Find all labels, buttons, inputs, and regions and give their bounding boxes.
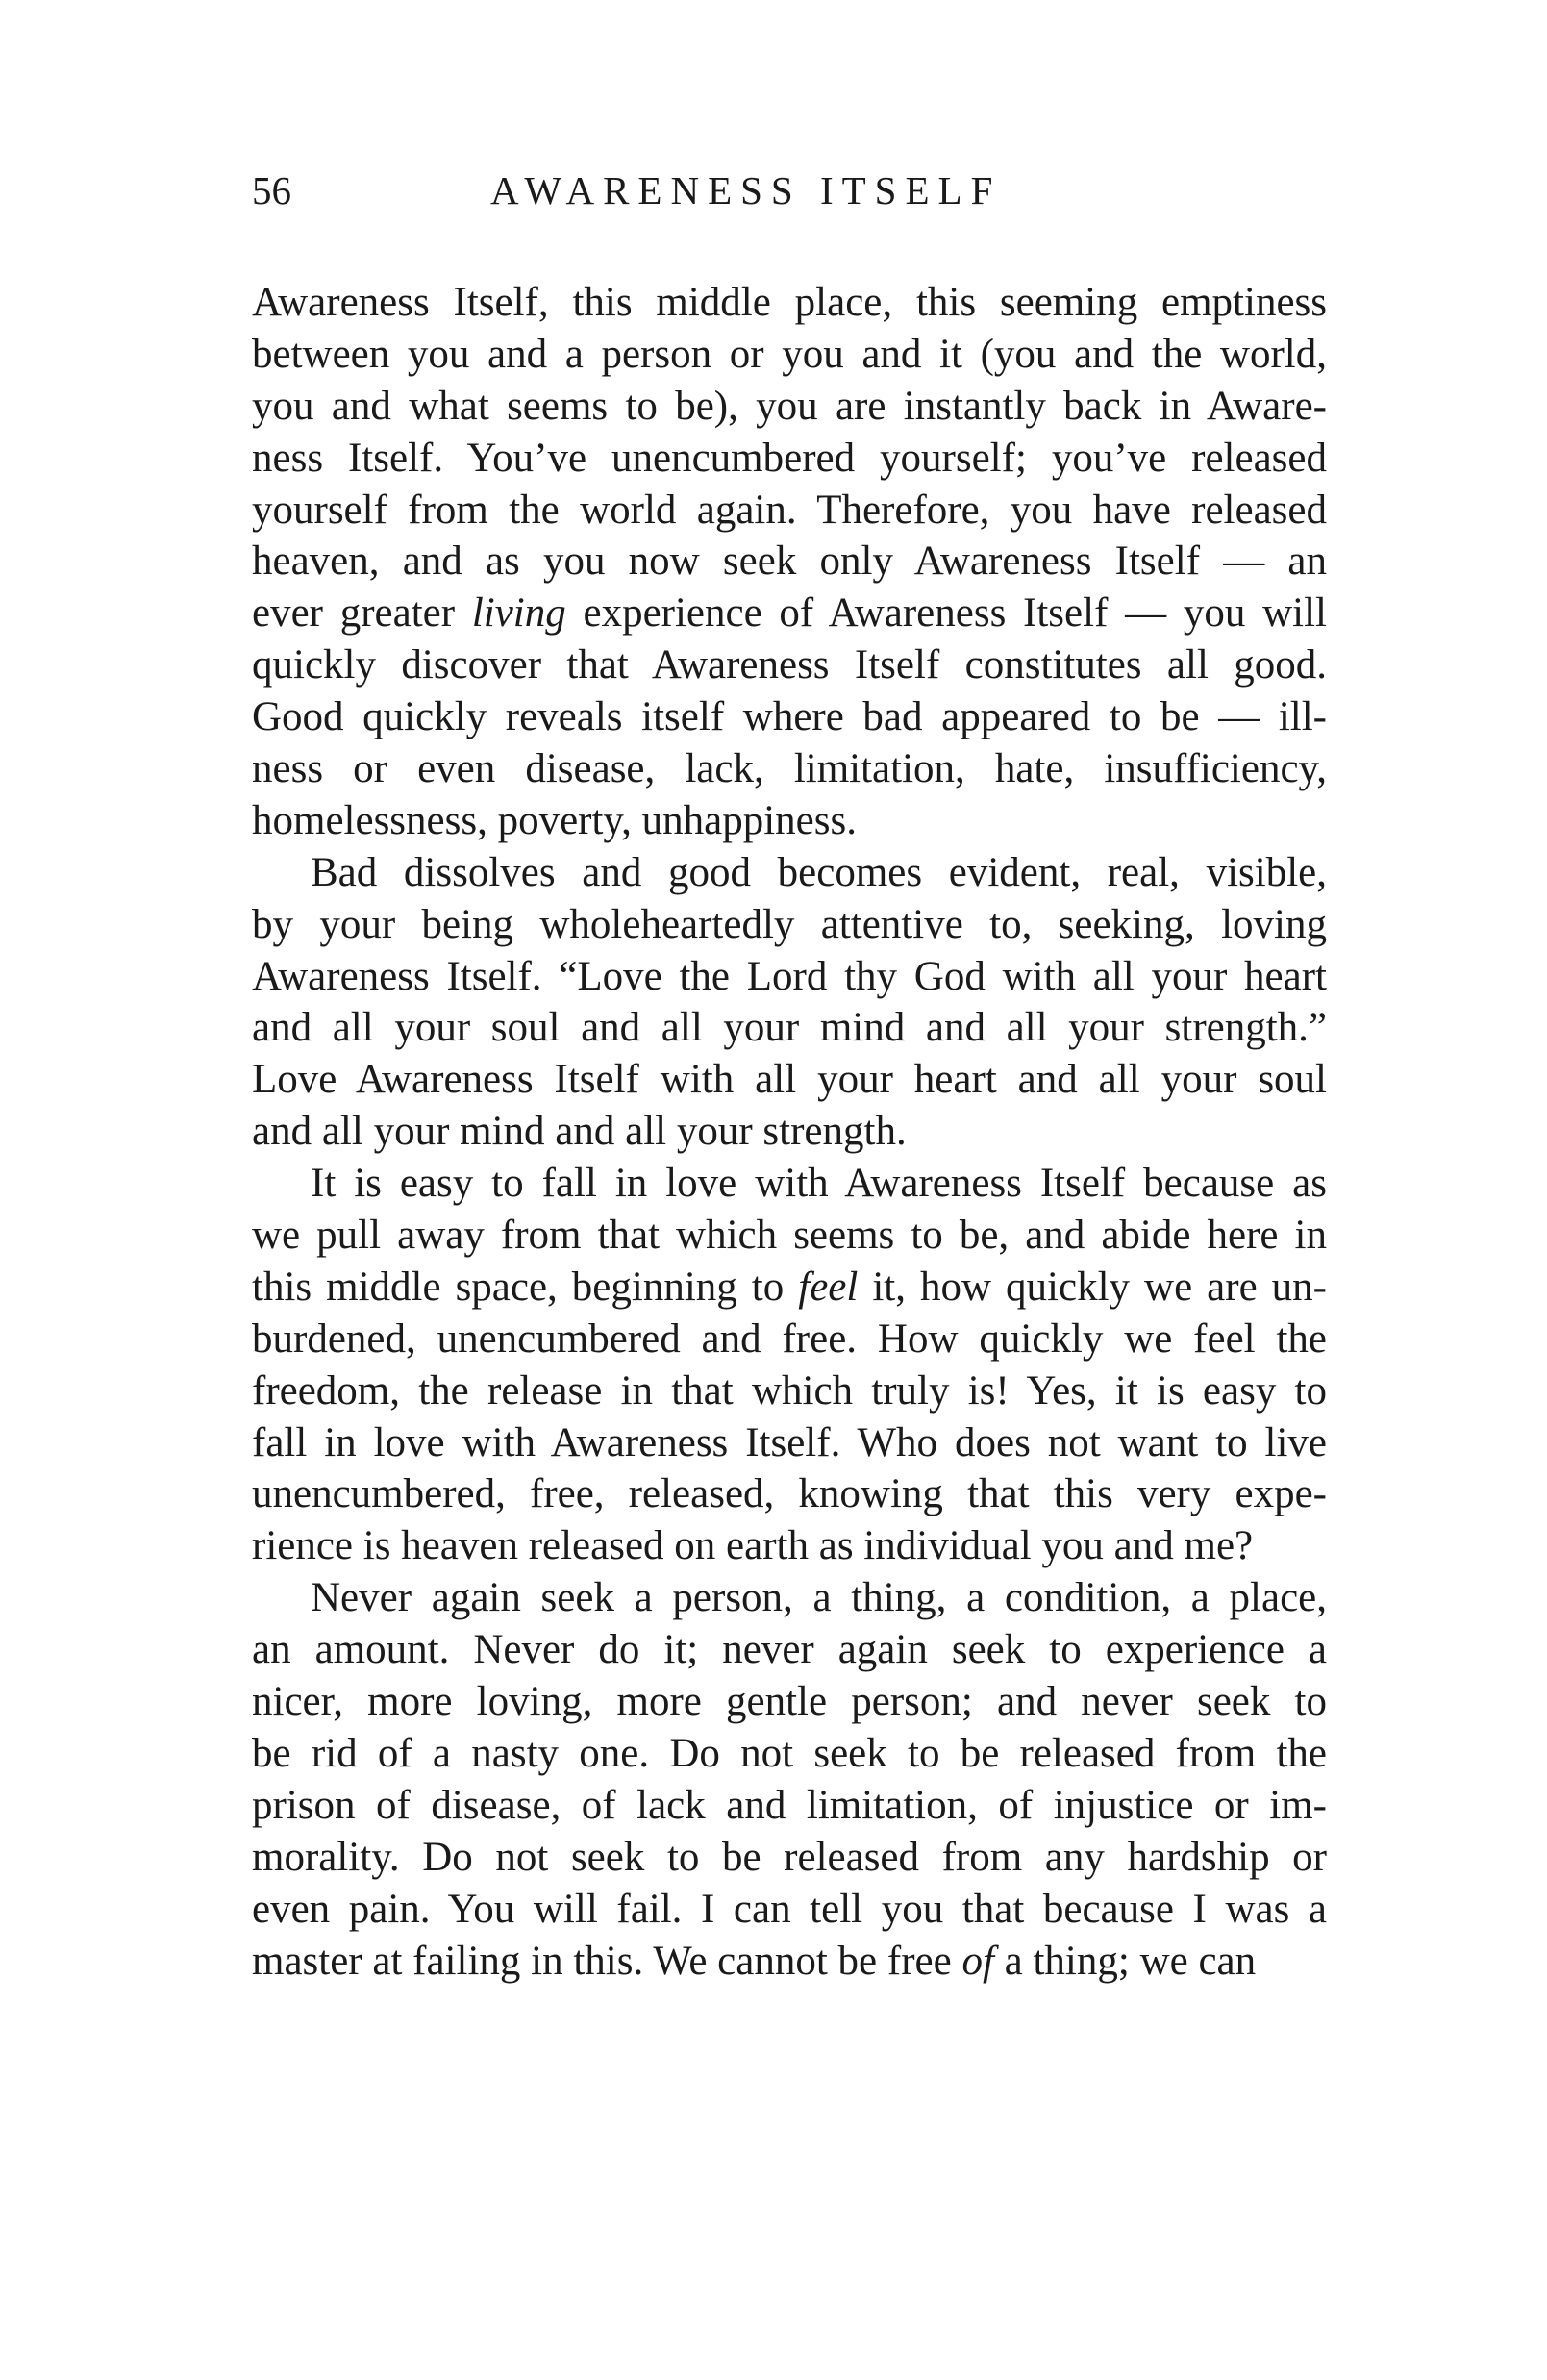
text-line: even pain. You will fail. I can tell you that because I was a [252, 1886, 1327, 1932]
text-line: burdened, unencumbered and free. How quickly we feel the [252, 1315, 1327, 1362]
text-run: it, how quickly we are un- [858, 1264, 1327, 1310]
paragraph [252, 1158, 1327, 1572]
italic-emphasis: feel [798, 1264, 859, 1310]
text-line: by your being wholeheartedly attentive to, seeking, loving [252, 901, 1327, 947]
text-line: unencumbered, free, released, knowing that this very expe- [252, 1471, 1327, 1517]
paragraph [252, 847, 1327, 1158]
page-number: 56 [252, 168, 291, 213]
text-line: an amount. Never do it; never again seek to experience a [252, 1627, 1327, 1673]
text-line: freedom, the release in that which truly is! Yes, it is easy to [252, 1367, 1327, 1414]
text-line: be rid of a nasty one. Do not seek to be released from the [252, 1730, 1327, 1776]
text-line: fall in love with Awareness Itself. Who does not want to live [252, 1419, 1327, 1466]
text-line: prison of disease, of lack and limitation, of injustice or im- [252, 1782, 1327, 1828]
text-line: ness Itself. You’ve unencumbered yourself; you’ve released [252, 435, 1327, 481]
text-line: heaven, and as you now seek only Awareness Itself — an [252, 539, 1327, 585]
text-line: yourself from the world again. Therefore, you have released [252, 487, 1327, 533]
text-line: Love Awareness Itself with all your heart and all your soul [252, 1057, 1327, 1103]
text-line: Good quickly reveals itself where bad appeared to be — ill- [252, 694, 1327, 740]
paragraph [252, 1572, 1327, 1987]
text-run: master at failing in this. We cannot be free [252, 1938, 962, 1984]
text-line: nicer, more loving, more gentle person; and never seek to [252, 1679, 1327, 1725]
running-header [252, 162, 1327, 219]
text-run: a thing; we can [993, 1938, 1257, 1984]
italic-emphasis: living [471, 590, 566, 637]
italic-emphasis: of [961, 1938, 994, 1984]
paragraph [252, 277, 1327, 847]
text-line: between you and a person or you and it (you and the world, [252, 331, 1327, 377]
text-line: Never again seek a person, a thing, a condition, a place, [311, 1575, 1327, 1621]
text-line: quickly discover that Awareness Itself constitutes all good. [252, 642, 1327, 689]
text-line: Bad dissolves and good becomes evident, real, visible, [311, 849, 1327, 895]
text-line: you and what seems to be), you are instantly back in Aware- [252, 383, 1327, 429]
text-line [252, 1936, 1327, 1988]
text-line: and all your mind and all your strength. [252, 1109, 907, 1155]
text-line [252, 1262, 1327, 1314]
text-run: this middle space, beginning to [252, 1264, 799, 1310]
text-line: rience is heaven released on earth as individual you and me? [252, 1523, 1254, 1569]
text-line: Awareness Itself, this middle place, this seeming emptiness [252, 280, 1327, 325]
text-line: homelessness, poverty, unhappiness. [252, 797, 857, 843]
text-run: ever greater [252, 590, 472, 637]
text-run: experience of Awareness Itself — you will [565, 590, 1327, 637]
running-title: AWARENESS ITSELF [490, 168, 1002, 213]
text-line: It is easy to fall in love with Awareness Itself because as [311, 1161, 1327, 1207]
text-line: and all your soul and all your mind and all your strength.” [252, 1005, 1327, 1051]
text-line: ness or even disease, lack, limitation, hate, insufficiency, [252, 746, 1327, 792]
body-text [252, 277, 1327, 1987]
text-line: morality. Do not seek to be released from any hardship or [252, 1834, 1327, 1880]
text-line: we pull away from that which seems to be, and abide here in [252, 1213, 1327, 1259]
text-line: Awareness Itself. “Love the Lord thy God with all your heart [252, 953, 1327, 999]
text-line [252, 588, 1327, 639]
